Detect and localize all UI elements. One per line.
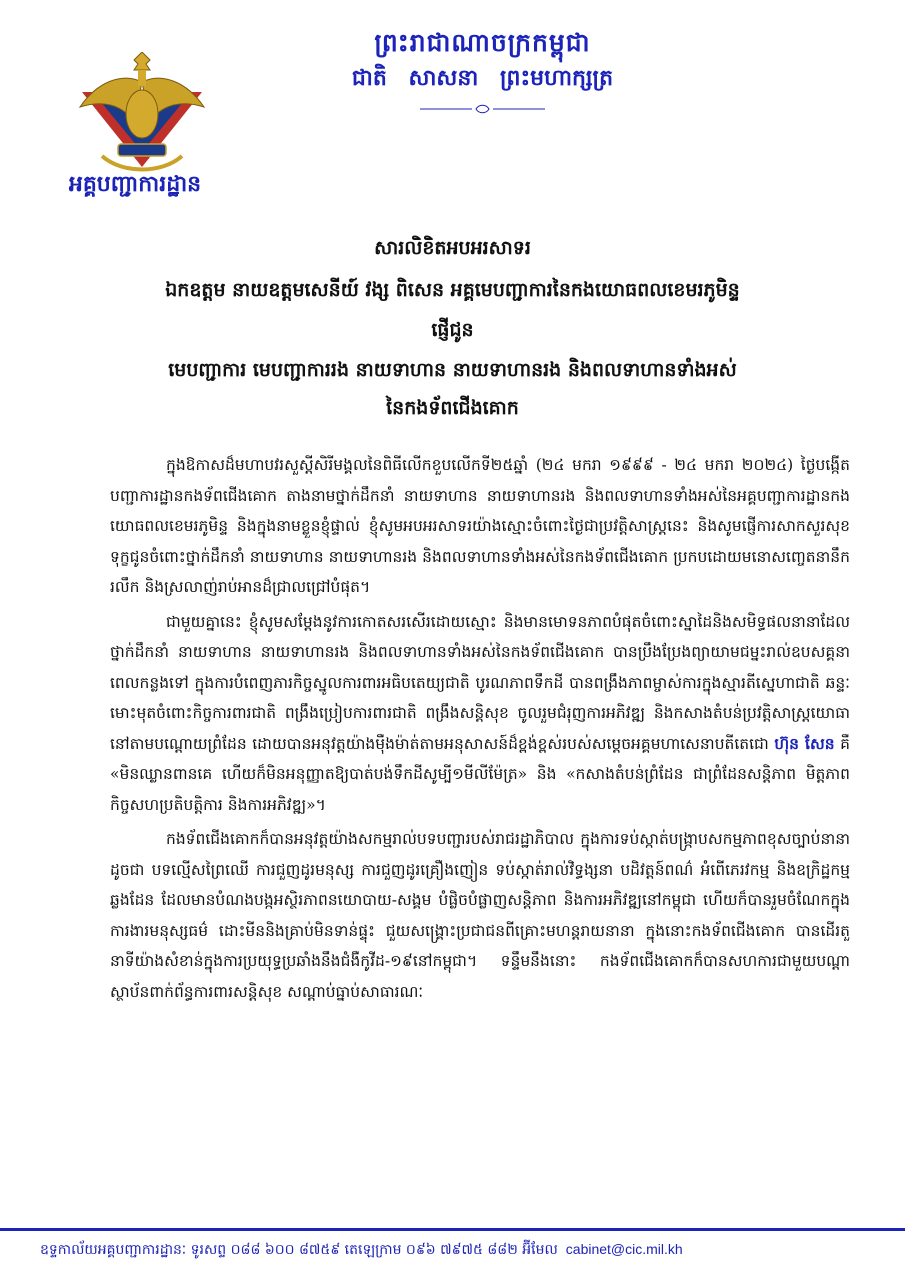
paragraph-2-text-end: គឺ «មិនឈ្លានពានគេ ហើយក៏មិនអនុញ្ញាតឱ្យបាត់បង់ទឹកដីសូម្បី១មីលីម៉ែត្រ» និង «កសាងតំបន់ព្រំដែន ជាព្រំដែនសន្តិភាព មិត្តភាព កិច្ចសហប្រតិបត្តិការ និងការអភិវឌ្ឍ»។: [110, 734, 850, 814]
ornament-divider: [420, 100, 545, 112]
letter-sender: ឯកឧត្តម នាយឧត្តមសេនីយ៍ វង្ស ពិសេន អគ្គមេបញ្ជាការនៃកងយោធពលខេមរភូមិន្ទ: [165, 279, 740, 301]
footer-email[interactable]: cabinet@cic.mil.kh: [565, 1241, 683, 1257]
paragraph-2-text-start: ជាមួយគ្នានេះ ខ្ញុំសូមសម្ដែងនូវការកោតសរសើរដោយស្មោះ និងមានមោទនភាពបំផុតចំពោះស្នាដៃនិងសមិទ្ធផលនានាដែលថ្នាក់ដឹកនាំ នាយទាហាន នាយទាហានរង និងពលទាហានទាំងអស់នៃកងទ័ពជើងគោក បានប្រឹងប្រែងព្យាយាមជម្នះរាល់ឧបសគ្គនាពេលកន្លងទៅ ក្នុងការបំពេញភារកិច្ចស្នូលការពារអធិបតេយ្យជាតិ បូរណភាពទឹកដី បានពង្រឹងភាពម្ចាស់ការក្នុងស្មារតីស្នេហាជាតិ ឆន្ទៈមោះមុតចំពោះកិច្ចការពារជាតិ ពង្រឹងប្រៀបការពារជាតិ ពង្រឹងសន្តិសុខ ចូលរួមជំរុញការអភិវឌ្ឍ និងកសាងតំបន់ប្រវត្តិសាស្ត្រយោធានៅតាមបណ្ដោយព្រំដែន ដោយបានអនុវត្តយ៉ាងម៉ឺងម៉ាត់តាមអនុសាសន៍ដ៏ខ្ពង់ខ្ពស់របស់សម្ដេចអគ្គមហាសេនាបតីតេជោ: [110, 612, 850, 753]
military-emblem-icon: [72, 52, 212, 180]
paragraph-3: កងទ័ពជើងគោកក៏បានអនុវត្តយ៉ាងសកម្មរាល់បទបញ្ជារបស់រាជរដ្ឋាភិបាល ក្នុងការទប់ស្កាត់បង្ក្រាបសកម្មភាពខុសច្បាប់នានា ដូចជា បទល្មើសព្រៃឈើ ការជួញដូរមនុស្ស ការជួញដូរគ្រឿងញៀន ទប់ស្កាត់រាល់វិទ្ធង្សនា បដិវត្តន៍ពណ៌ អំពើភេរវកម្ម និងឧក្រិដ្ឋកម្មឆ្លងដែន ដែលមានបំណងបង្កអស្ថិរភាពនយោបាយ-សង្គម បំផ្លិចបំផ្លាញសន្តិភាព និងការអភិវឌ្ឍនៅកម្ពុជា ហើយក៏បានរួមចំណែកក្នុងការងារមនុស្សធម៌ ដោះមីននិងគ្រាប់មិនទាន់ផ្ទុះ ជួយសង្គ្រោះប្រជាជនពីគ្រោះមហន្តរាយនានា ក្នុងនោះកងទ័ពជើងគោក បានដើរតួនាទីយ៉ាងសំខាន់ក្នុងការប្រយុទ្ធប្រឆាំងនឹងជំងឺកូវីដ-១៩នៅកម្ពុជា។ ទន្ទឹមនឹងនោះ កងទ័ពជើងគោកក៏បានសហការជាមួយបណ្ដាស្ថាប័នពាក់ព័ន្ធការពារសន្តិសុខ សណ្ដាប់ធ្នាប់សាធារណៈ: [110, 830, 850, 1001]
footer-contact: [40, 1240, 880, 1261]
paragraph-2: [110, 607, 850, 821]
letter-title: សារលិខិតអបអរសាទរ: [374, 237, 531, 259]
letter-send-to: ផ្ញើជូន: [431, 319, 474, 341]
leader-name: ហ៊ុន សែន: [774, 733, 835, 753]
footer-contact-text: ឧទ្ទកាល័យអគ្គបញ្ជាការដ្ឋានៈ ទូរសព្ទ ០៨៨ ៦០០ ៨៧៥៩ តេឡេក្រាម ០៩៦ ៧៩៧៥ ៨៨២ អ៊ីមែល: [40, 1242, 558, 1258]
national-motto: ជាតិ សាសនា ព្រះមហាក្សត្រ: [351, 66, 614, 91]
letter-recipients: មេបញ្ជាការ មេបញ្ជាការរង នាយទាហាន នាយទាហានរង និងពលទាហានទាំងអស់: [168, 359, 737, 381]
letter-recipient-unit: នៃកងទ័ពជើងគោក: [386, 397, 519, 419]
paragraph-1: ក្នុងឱកាសដ៏មហាបវរសួស្ដីសិរីមង្គលនៃពិធីលើកខួបលើកទី២៥ឆ្នាំ (២៤ មករា ១៩៩៩ - ២៤ មករា ២០២៤) ថ្ងៃបង្កើតបញ្ជាការដ្ឋានកងទ័ពជើងគោក តាងនាមថ្នាក់ដឹកនាំ នាយទាហាន នាយទាហានរង និងពលទាហានទាំងអស់នៃអគ្គបញ្ជាការដ្ឋានកងយោធពលខេមរភូមិន្ទ និងក្នុងនាមខ្លួនខ្ញុំផ្ទាល់ ខ្ញុំសូមអបអរសាទរយ៉ាងស្មោះចំពោះថ្ងៃជាប្រវត្តិសាស្ត្រនេះ និងសូមផ្ញើការសាកសួរសុខទុក្ខជូនចំពោះថ្នាក់ដឹកនាំ នាយទាហាន នាយទាហានរង និងពលទាហានទាំងអស់នៃកងទ័ពជើងគោក ប្រកបដោយមនោសញ្ចេតនានឹករលឹក និងស្រលាញ់រាប់អានដ៏ជ្រាលជ្រៅបំផុត។: [110, 456, 850, 596]
kingdom-title: ព្រះរាជាណាចក្រកម្ពុជា: [374, 28, 591, 57]
agency-name: អគ្គបញ្ជាការដ្ឋាន: [68, 172, 202, 197]
letter-body: [110, 450, 850, 1210]
footer-divider: [0, 1228, 905, 1231]
